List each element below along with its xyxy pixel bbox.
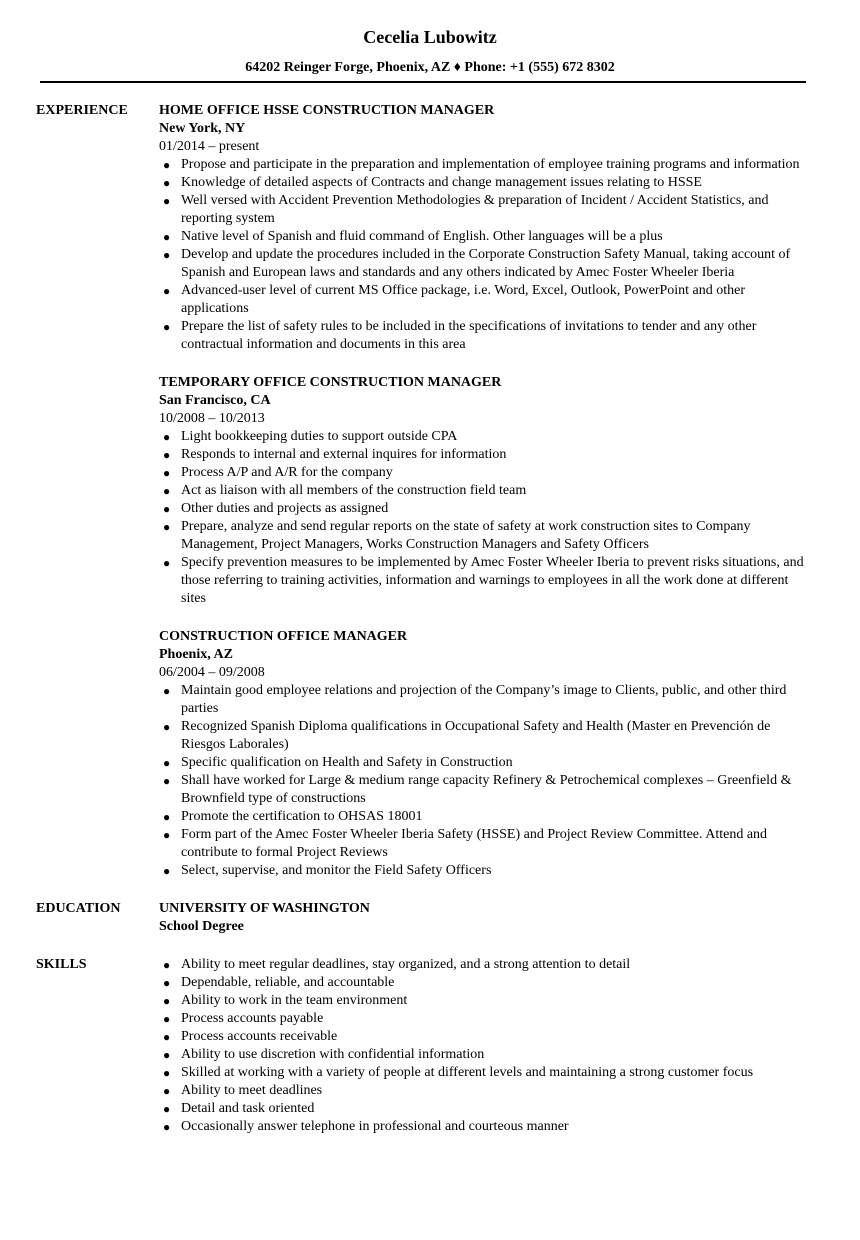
bullet-dot-icon: ● bbox=[163, 1030, 171, 1044]
duty-item bbox=[159, 446, 809, 464]
education-section bbox=[0, 900, 860, 956]
duty-item bbox=[159, 500, 809, 518]
duty-item bbox=[159, 826, 809, 862]
skill-item bbox=[159, 974, 809, 992]
duty-item bbox=[159, 246, 809, 282]
duty-text: Prepare, analyze and send regular reports on the state of safety at work construction sites to Company Management, Project Managers, Works Construction Managers and Safety Officers bbox=[181, 519, 751, 552]
bullet-dot-icon: ● bbox=[163, 828, 171, 842]
bullet-dot-icon: ● bbox=[163, 502, 171, 516]
experience-heading: EXPERIENCE bbox=[36, 103, 128, 118]
skill-text: Process accounts receivable bbox=[181, 1029, 338, 1044]
bullet-dot-icon: ● bbox=[163, 1048, 171, 1062]
bullet-dot-icon: ● bbox=[163, 958, 171, 972]
duty-text: Responds to internal and external inquires for information bbox=[181, 447, 507, 462]
duty-item bbox=[159, 718, 809, 754]
bullet-dot-icon: ● bbox=[163, 248, 171, 262]
duty-text: Form part of the Amec Foster Wheeler Iberia Safety (HSSE) and Project Review Committee. Attend and contribute to formal Project Reviews bbox=[181, 827, 768, 860]
experience-body bbox=[159, 102, 809, 900]
bullet-dot-icon: ● bbox=[163, 448, 171, 462]
job-dates: 06/2004 – 09/2008 bbox=[159, 665, 265, 680]
skill-text: Skilled at working with a variety of people at different levels and maintaining a strong customer focus bbox=[181, 1065, 754, 1080]
duty-item bbox=[159, 282, 809, 318]
candidate-name: Cecelia Lubowitz bbox=[363, 27, 497, 47]
duty-text: Recognized Spanish Diploma qualifications in Occupational Safety and Health (Master en Prevención de Riesgos Laborales) bbox=[181, 719, 771, 752]
skills-heading: SKILLS bbox=[36, 957, 87, 972]
skill-item bbox=[159, 1082, 809, 1100]
duty-item bbox=[159, 156, 809, 174]
job-duties-list bbox=[159, 428, 809, 608]
header-divider bbox=[40, 81, 806, 83]
resume-sections bbox=[0, 102, 860, 1136]
bullet-dot-icon: ● bbox=[163, 194, 171, 208]
skill-text: Ability to meet deadlines bbox=[181, 1083, 323, 1098]
duty-text: Promote the certification to OHSAS 18001 bbox=[181, 809, 423, 824]
education-body bbox=[159, 900, 809, 936]
duty-item bbox=[159, 318, 809, 354]
job-entry bbox=[159, 628, 809, 880]
skill-item bbox=[159, 1010, 809, 1028]
bullet-dot-icon: ● bbox=[163, 484, 171, 498]
duty-text: Shall have worked for Large & medium range capacity Refinery & Petrochemical complexes – Greenfield & Brownfield type of constructions bbox=[181, 773, 792, 806]
duty-item bbox=[159, 754, 809, 772]
bullet-dot-icon: ● bbox=[163, 976, 171, 990]
experience-section bbox=[0, 102, 860, 900]
skill-item bbox=[159, 956, 809, 974]
bullet-dot-icon: ● bbox=[163, 774, 171, 788]
bullet-dot-icon: ● bbox=[163, 520, 171, 534]
bullet-dot-icon: ● bbox=[163, 284, 171, 298]
bullet-dot-icon: ● bbox=[163, 1012, 171, 1026]
skill-item bbox=[159, 1118, 809, 1136]
school-name: UNIVERSITY OF WASHINGTON bbox=[159, 901, 370, 916]
job-title: CONSTRUCTION OFFICE MANAGER bbox=[159, 629, 408, 644]
duty-item bbox=[159, 518, 809, 554]
bullet-dot-icon: ● bbox=[163, 320, 171, 334]
skill-item bbox=[159, 1100, 809, 1118]
duty-text: Develop and update the procedures included in the Corporate Construction Safety Manual, taking account of Spanish and European laws and standards and any others indicated by Amec Foster Wheeler Iberia bbox=[181, 247, 791, 280]
bullet-dot-icon: ● bbox=[163, 176, 171, 190]
duty-text: Process A/P and A/R for the company bbox=[181, 465, 393, 480]
duty-item bbox=[159, 554, 809, 608]
job-duties-list bbox=[159, 682, 809, 880]
duty-text: Other duties and projects as assigned bbox=[181, 501, 389, 516]
duty-item bbox=[159, 174, 809, 192]
bullet-dot-icon: ● bbox=[163, 684, 171, 698]
skill-text: Ability to use discretion with confidential information bbox=[181, 1047, 485, 1062]
duty-item bbox=[159, 482, 809, 500]
job-title: HOME OFFICE HSSE CONSTRUCTION MANAGER bbox=[159, 103, 495, 118]
skill-text: Occasionally answer telephone in professional and courteous manner bbox=[181, 1119, 569, 1134]
job-dates: 10/2008 – 10/2013 bbox=[159, 411, 265, 426]
duty-item bbox=[159, 772, 809, 808]
duty-item bbox=[159, 192, 809, 228]
skill-item bbox=[159, 1028, 809, 1046]
job-entry bbox=[159, 102, 809, 354]
job-title: TEMPORARY OFFICE CONSTRUCTION MANAGER bbox=[159, 375, 502, 390]
bullet-dot-icon: ● bbox=[163, 430, 171, 444]
duty-text: Well versed with Accident Prevention Methodologies & preparation of Incident / Accident Statistics, and reporting system bbox=[181, 193, 769, 226]
skill-text: Process accounts payable bbox=[181, 1011, 324, 1026]
job-location: Phoenix, AZ bbox=[159, 647, 233, 662]
job-dates: 01/2014 – present bbox=[159, 139, 260, 154]
bullet-dot-icon: ● bbox=[163, 1120, 171, 1134]
skill-item bbox=[159, 1064, 809, 1082]
job-duties-list bbox=[159, 156, 809, 354]
duty-text: Light bookkeeping duties to support outside CPA bbox=[181, 429, 458, 444]
bullet-dot-icon: ● bbox=[163, 1066, 171, 1080]
duty-text: Propose and participate in the preparation and implementation of employee training programs and information bbox=[181, 157, 800, 172]
duty-text: Knowledge of detailed aspects of Contracts and change management issues relating to HSSE bbox=[181, 175, 702, 190]
skill-text: Dependable, reliable, and accountable bbox=[181, 975, 395, 990]
bullet-dot-icon: ● bbox=[163, 864, 171, 878]
job-entry bbox=[159, 374, 809, 608]
degree-name: School Degree bbox=[159, 919, 244, 934]
bullet-dot-icon: ● bbox=[163, 466, 171, 480]
contact-line: 64202 Reinger Forge, Phoenix, AZ ♦ Phone: +1 (555) 672 8302 bbox=[245, 60, 615, 75]
bullet-dot-icon: ● bbox=[163, 158, 171, 172]
duty-text: Specific qualification on Health and Safety in Construction bbox=[181, 755, 513, 770]
duty-item bbox=[159, 464, 809, 482]
skills-section bbox=[0, 956, 860, 1136]
duty-item bbox=[159, 228, 809, 246]
bullet-dot-icon: ● bbox=[163, 756, 171, 770]
duty-item bbox=[159, 428, 809, 446]
education-heading: EDUCATION bbox=[36, 901, 121, 916]
bullet-dot-icon: ● bbox=[163, 556, 171, 570]
bullet-dot-icon: ● bbox=[163, 994, 171, 1008]
skills-body bbox=[159, 956, 809, 1136]
duty-text: Select, supervise, and monitor the Field Safety Officers bbox=[181, 863, 492, 878]
skill-item bbox=[159, 1046, 809, 1064]
duty-text: Act as liaison with all members of the construction field team bbox=[181, 483, 527, 498]
duty-text: Maintain good employee relations and projection of the Company’s image to Clients, public, and other third parties bbox=[181, 683, 787, 716]
bullet-dot-icon: ● bbox=[163, 1084, 171, 1098]
skill-item bbox=[159, 992, 809, 1010]
skill-text: Ability to meet regular deadlines, stay organized, and a strong attention to detail bbox=[181, 957, 631, 972]
bullet-dot-icon: ● bbox=[163, 1102, 171, 1116]
skill-text: Ability to work in the team environment bbox=[181, 993, 408, 1008]
bullet-dot-icon: ● bbox=[163, 720, 171, 734]
duty-item bbox=[159, 862, 809, 880]
duty-text: Advanced-user level of current MS Office package, i.e. Word, Excel, Outlook, PowerPoint and other applications bbox=[181, 283, 746, 316]
duty-item bbox=[159, 808, 809, 826]
bullet-dot-icon: ● bbox=[163, 810, 171, 824]
duty-text: Prepare the list of safety rules to be included in the specifications of invitations to tender and any other contractual information and documents in this area bbox=[181, 319, 757, 352]
job-location: New York, NY bbox=[159, 121, 246, 136]
bullet-dot-icon: ● bbox=[163, 230, 171, 244]
skills-list bbox=[159, 956, 809, 1136]
duty-item bbox=[159, 682, 809, 718]
job-location: San Francisco, CA bbox=[159, 393, 271, 408]
duty-text: Native level of Spanish and fluid command of English. Other languages will be a plus bbox=[181, 229, 663, 244]
skill-text: Detail and task oriented bbox=[181, 1101, 315, 1116]
duty-text: Specify prevention measures to be implemented by Amec Foster Wheeler Iberia to prevent risks situations, and those referring to training activities, information and warnings to employees in all the work done at different sites bbox=[181, 555, 804, 606]
